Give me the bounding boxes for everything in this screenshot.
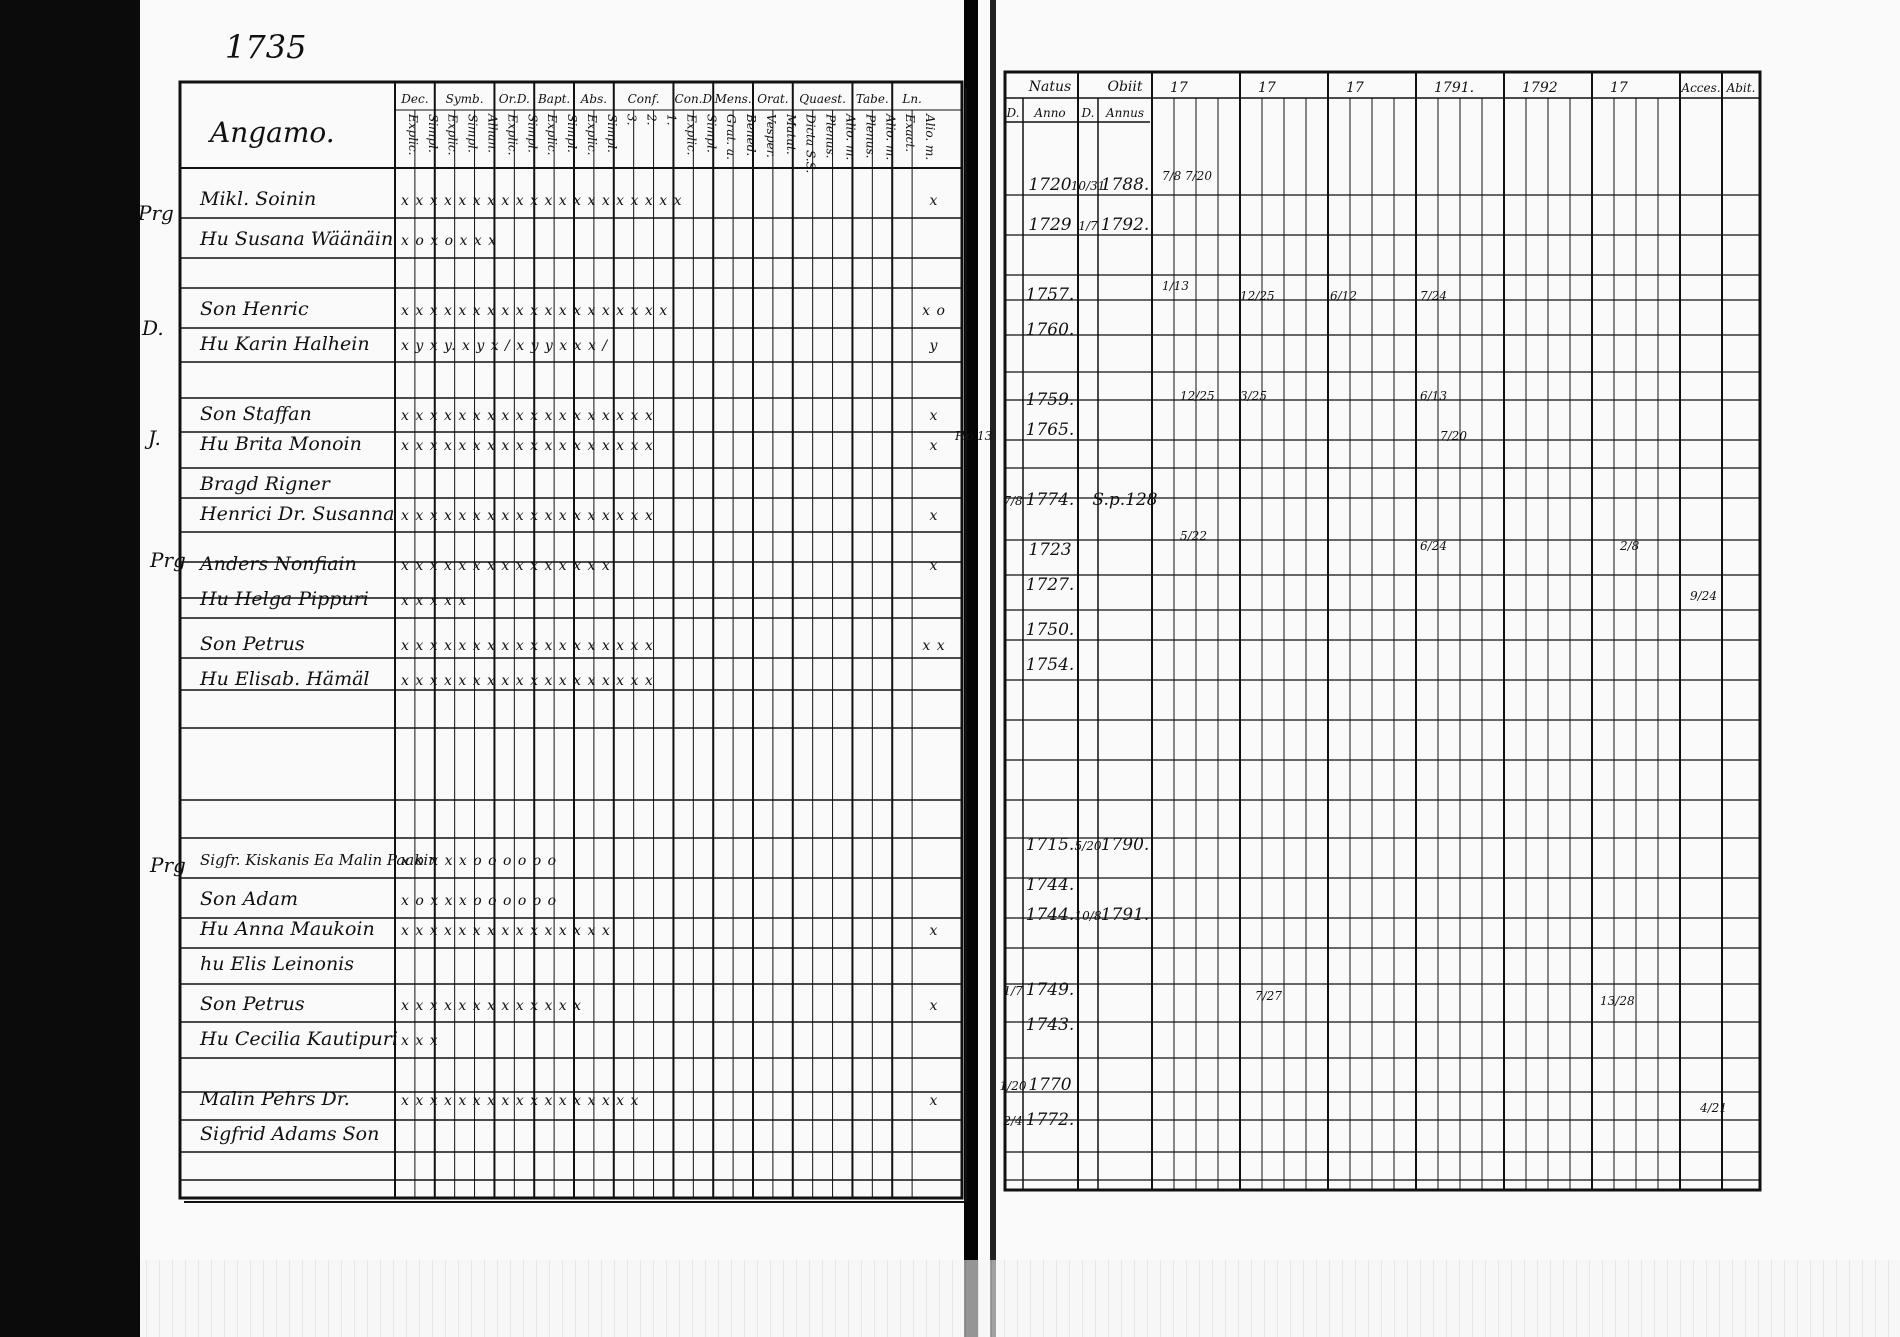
- natus-year: 1744.: [1025, 905, 1075, 925]
- margin-note: Prg: [150, 548, 186, 572]
- margin-note: Prg: [138, 201, 174, 225]
- column-header: Orat.: [757, 92, 789, 106]
- natus-year: 1750.: [1025, 620, 1075, 640]
- obiit-d-header: D.: [1081, 106, 1095, 120]
- column-header: Abs.: [580, 92, 608, 106]
- column-subheader: Explic.: [684, 114, 699, 156]
- column-subheader: Simpl.: [565, 114, 580, 153]
- column-subheader: Explic.: [405, 114, 420, 156]
- obiit-year: 1791.: [1100, 905, 1150, 925]
- obiit-day: 10/31: [1070, 179, 1106, 193]
- person-name: Son Henric: [200, 298, 309, 320]
- column-subheader: Alio. m.: [923, 114, 938, 161]
- natus-year: 1774.: [1025, 490, 1075, 510]
- column-subheader: Simpl.: [604, 114, 619, 153]
- column-header: Symb.: [445, 92, 484, 106]
- person-marks: x x x x x x x x x x x x x x x x x x: [401, 508, 654, 524]
- column-subheader: Matut.: [783, 114, 798, 155]
- year-header: 17: [1258, 80, 1276, 96]
- column-subheader: 1.: [664, 114, 679, 126]
- column-subheader: 3.: [624, 114, 639, 126]
- year-mark: 5/22: [1180, 529, 1207, 543]
- acces-header: Acces.: [1681, 81, 1721, 95]
- year-header: 17: [1610, 80, 1628, 96]
- column-header: Mens.: [714, 92, 752, 106]
- natus-year: 1759.: [1025, 390, 1075, 410]
- person-marks: x x x x x x x x x x x x x x x x x x: [401, 408, 654, 424]
- natus-day: 1/20: [999, 1079, 1027, 1093]
- person-marks: x x x x x x x x x x x x x x x x x x x x: [401, 193, 683, 209]
- column-header: Or.D.: [498, 92, 530, 106]
- person-marks: x x x x x x x x x x x x x x x x x x: [401, 638, 654, 654]
- person-name: Sigfrid Adams Son: [200, 1123, 380, 1145]
- natus-year: 1760.: [1025, 320, 1075, 340]
- ln-mark: x x: [922, 638, 946, 654]
- ln-mark: x: [929, 408, 939, 424]
- ln-mark: x: [929, 998, 939, 1014]
- obiit-header: Obiit: [1107, 79, 1143, 95]
- natus-year: 1749.: [1025, 980, 1075, 1000]
- person-name: Hu Karin Halhein: [200, 333, 370, 355]
- natus-year: 1754.: [1025, 655, 1075, 675]
- person-marks: x x x x x x x x x x x x x x x x x: [401, 1093, 640, 1109]
- natus-year: 1723: [1028, 540, 1072, 560]
- obiit-annus-header: Annus: [1105, 106, 1145, 120]
- person-marks: x x x x x x x x x x x x x: [401, 998, 583, 1014]
- year-mark: 7/24: [1420, 289, 1447, 303]
- margin-note: Prg: [150, 853, 186, 877]
- natus-day: 2/4: [1003, 1114, 1023, 1128]
- column-subheader: Exact.: [903, 114, 918, 153]
- person-name: Hu Cecilia Kautipuri: [200, 1028, 398, 1050]
- column-subheader: Simpl.: [465, 114, 480, 153]
- ln-mark: x: [929, 1093, 939, 1109]
- year-mark: 3/25: [1240, 389, 1267, 403]
- person-marks: x x x x x x x x x x x x x x x x x x: [401, 673, 654, 689]
- column-header: Ln.: [902, 92, 922, 106]
- person-marks: x x x x x x x x x x x x x x x: [401, 923, 611, 939]
- person-name: Hu Susana Wäänäin: [200, 228, 394, 250]
- natus-year: 1757.: [1025, 285, 1075, 305]
- year-mark: 6/12: [1330, 289, 1357, 303]
- column-subheader: Alio. m.: [843, 114, 858, 161]
- margin-note: J.: [148, 426, 161, 450]
- column-subheader: Explic.: [545, 114, 560, 156]
- ln-mark: x: [929, 193, 939, 209]
- natus-year: 1720: [1028, 175, 1072, 195]
- ln-mark: x: [929, 923, 939, 939]
- year-mark: 6/24: [1420, 539, 1447, 553]
- person-marks: x x x x x x x x x x x x x x x: [401, 558, 611, 574]
- column-header: Quaest.: [799, 92, 846, 106]
- column-header: Con.D: [674, 92, 713, 106]
- column-subheader: Bened.: [744, 114, 759, 157]
- abiit-header: Abit.: [1726, 81, 1756, 95]
- person-name: Bragd Rigner: [200, 473, 330, 495]
- margin-note: Hp.13: [955, 429, 993, 443]
- obiit-day: 1/7: [1078, 219, 1098, 233]
- person-name: Son Petrus: [200, 633, 305, 655]
- obiit-year: S.p.128: [1092, 490, 1158, 510]
- person-marks: x o x x x o o o o o o: [401, 853, 558, 869]
- year-header: 17: [1346, 80, 1364, 96]
- year-mark: 9/24: [1690, 589, 1717, 603]
- person-name: hu Elis Leinonis: [200, 953, 355, 975]
- person-name: Sigfr. Kiskanis Ea Malin Paakin: [200, 851, 438, 869]
- person-marks: x o x o x x x: [401, 233, 498, 249]
- year-mark: 7/27: [1255, 989, 1282, 1003]
- natus-year: 1765.: [1025, 420, 1075, 440]
- person-name: Malin Pehrs Dr.: [200, 1088, 350, 1110]
- natus-year: 1744.: [1025, 875, 1075, 895]
- year-mark: 7/8: [1162, 169, 1182, 183]
- ln-mark: x: [929, 438, 939, 454]
- year-mark: 7/20: [1440, 429, 1467, 443]
- person-name: Hu Elisab. Hämäl: [200, 668, 370, 690]
- ln-mark: x: [929, 558, 939, 574]
- natus-day: 1/7: [1003, 984, 1023, 998]
- natus-year: 1772.: [1025, 1110, 1075, 1130]
- year-mark: 4/21: [1700, 1101, 1727, 1115]
- year-header: 17: [1170, 80, 1188, 96]
- column-subheader: Alio. m.: [883, 114, 898, 161]
- year-mark: 1/13: [1162, 279, 1189, 293]
- natus-anno-header: Anno: [1034, 106, 1066, 120]
- year-mark: 7/20: [1185, 169, 1212, 183]
- natus-year: 1727.: [1025, 575, 1075, 595]
- column-subheader: Vesper.: [763, 114, 778, 158]
- column-header: Bapt.: [537, 92, 571, 106]
- year-mark: 12/25: [1180, 389, 1215, 403]
- column-subheader: Alhan.: [485, 114, 500, 153]
- obiit-day: 5/20: [1074, 839, 1102, 853]
- person-name: Hu Brita Monoin: [200, 433, 362, 455]
- person-marks: x y x y. x y x / x y y x x x /: [401, 338, 609, 354]
- column-subheader: Grat. a.: [724, 114, 739, 160]
- natus-year: 1743.: [1025, 1015, 1075, 1035]
- person-marks: x o x x x o o o o o o: [401, 893, 558, 909]
- obiit-day: 10/8: [1074, 909, 1102, 923]
- column-subheader: 2.: [644, 114, 659, 126]
- column-header: Conf.: [627, 92, 660, 106]
- year-mark: 2/8: [1620, 539, 1640, 553]
- person-name: Son Staffan: [200, 403, 312, 425]
- column-subheader: Plenus.: [823, 114, 838, 159]
- column-subheader: Explic.: [445, 114, 460, 156]
- person-name: Mikl. Soinin: [200, 188, 317, 210]
- obiit-year: 1790.: [1100, 835, 1150, 855]
- margin-note: D.: [142, 316, 164, 340]
- person-name: Henrici Dr. Susanna: [200, 503, 395, 525]
- column-subheader: Simpl.: [525, 114, 540, 153]
- natus-year: 1715.: [1025, 835, 1075, 855]
- column-subheader: Simpl.: [704, 114, 719, 153]
- column-header: Dec.: [401, 92, 429, 106]
- column-subheader: Explic.: [505, 114, 520, 156]
- person-name: Hu Helga Pippuri: [200, 588, 369, 610]
- person-marks: x x x: [401, 1033, 439, 1049]
- page-title: Angamo.: [210, 116, 335, 149]
- natus-year: 1729: [1028, 215, 1072, 235]
- year-header: 1791.: [1434, 80, 1475, 96]
- person-name: Hu Anna Maukoin: [200, 918, 375, 940]
- ln-mark: y: [929, 338, 939, 354]
- year-header: 1792: [1522, 80, 1558, 96]
- person-name: Anders Nonfiain: [200, 553, 357, 575]
- year-mark: 6/13: [1420, 389, 1447, 403]
- natus-d-header: D.: [1006, 106, 1020, 120]
- page-number: 1735: [225, 28, 307, 66]
- person-name: Son Petrus: [200, 993, 305, 1015]
- column-subheader: Dicta S.S.: [803, 114, 818, 174]
- ln-mark: x: [929, 508, 939, 524]
- person-marks: x x x x x x x x x x x x x x x x x x x: [401, 303, 669, 319]
- column-header: Tabe.: [855, 92, 889, 106]
- column-subheader: Plenus.: [863, 114, 878, 159]
- year-mark: 12/25: [1240, 289, 1275, 303]
- obiit-year: 1792.: [1100, 215, 1150, 235]
- person-marks: x x x x x: [401, 593, 468, 609]
- person-name: Son Adam: [200, 888, 298, 910]
- obiit-year: 1788.: [1100, 175, 1150, 195]
- natus-day: 7/8: [1003, 494, 1023, 508]
- column-subheader: Explic.: [584, 114, 599, 156]
- year-mark: 13/28: [1600, 994, 1635, 1008]
- ln-mark: x o: [922, 303, 946, 319]
- natus-year: 1770: [1028, 1075, 1072, 1095]
- natus-header: Natus: [1028, 79, 1072, 95]
- column-subheader: Simpl.: [425, 114, 440, 153]
- person-marks: x x x x x x x x x x x x x x x x x x: [401, 438, 654, 454]
